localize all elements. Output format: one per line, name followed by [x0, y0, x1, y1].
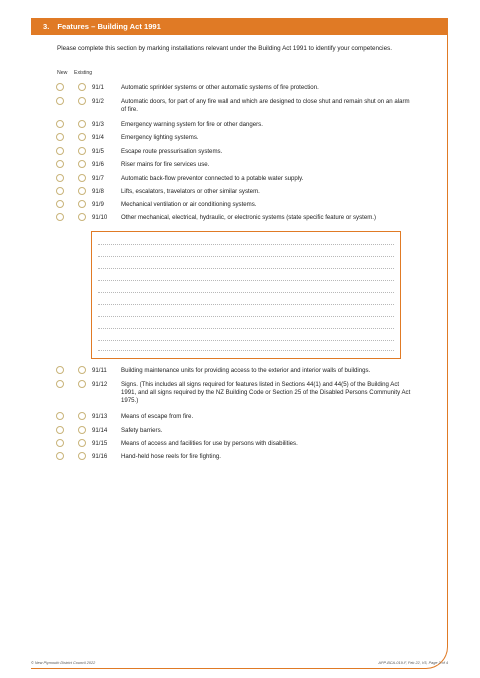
- feature-description: Escape route pressurisation systems.: [121, 148, 223, 155]
- existing-radio[interactable]: [78, 187, 86, 195]
- new-radio[interactable]: [56, 174, 64, 182]
- feature-description: Means of escape from fire.: [121, 413, 194, 420]
- feature-code: 91/6: [92, 161, 104, 168]
- existing-radio[interactable]: [78, 426, 86, 434]
- writing-line: [98, 328, 394, 329]
- new-radio[interactable]: [56, 213, 64, 221]
- new-radio[interactable]: [56, 97, 64, 105]
- writing-line: [98, 244, 394, 245]
- feature-code: 91/7: [92, 175, 104, 182]
- existing-radio[interactable]: [78, 366, 86, 374]
- writing-line: [98, 316, 394, 317]
- feature-row: [54, 426, 414, 438]
- feature-row: [54, 147, 414, 159]
- feature-code: 91/9: [92, 201, 104, 208]
- existing-radio[interactable]: [78, 200, 86, 208]
- footer-copyright: © New Plymouth District Council 2022: [31, 661, 96, 665]
- existing-radio[interactable]: [78, 83, 86, 91]
- existing-radio[interactable]: [78, 439, 86, 447]
- existing-radio[interactable]: [78, 147, 86, 155]
- existing-radio[interactable]: [78, 97, 86, 105]
- feature-row: [54, 97, 414, 114]
- new-radio[interactable]: [56, 200, 64, 208]
- new-radio[interactable]: [56, 439, 64, 447]
- new-radio[interactable]: [56, 452, 64, 460]
- feature-code: 91/13: [92, 413, 108, 420]
- feature-code: 91/1: [92, 84, 104, 91]
- new-radio[interactable]: [56, 187, 64, 195]
- existing-radio[interactable]: [78, 133, 86, 141]
- section-number: 3.: [43, 22, 50, 31]
- writing-line: [98, 256, 394, 257]
- existing-radio[interactable]: [78, 120, 86, 128]
- writing-line: [98, 292, 394, 293]
- feature-row: [54, 439, 414, 451]
- feature-code: 91/2: [92, 98, 104, 105]
- feature-description: Automatic back-flow preventor connected to a potable water supply.: [121, 175, 304, 182]
- feature-code: 91/14: [92, 427, 108, 434]
- new-radio[interactable]: [56, 120, 64, 128]
- writing-line: [98, 350, 394, 351]
- new-radio[interactable]: [56, 83, 64, 91]
- feature-code: 91/4: [92, 134, 104, 141]
- new-radio[interactable]: [56, 366, 64, 374]
- feature-description: Automatic sprinkler systems or other automatic systems of fire protection.: [121, 84, 319, 91]
- footer-page-reference: APP-BCA-019-F, Feb 22, V5, Page 3 of 4: [378, 661, 448, 665]
- feature-code: 91/10: [92, 214, 108, 221]
- other-systems-text-box[interactable]: [91, 231, 401, 359]
- existing-radio[interactable]: [78, 452, 86, 460]
- section-title: Features – Building Act 1991: [57, 22, 161, 31]
- feature-code: 91/12: [92, 381, 108, 388]
- feature-row: [54, 83, 414, 95]
- feature-row: [54, 133, 414, 145]
- feature-row: [54, 160, 414, 172]
- existing-radio[interactable]: [78, 213, 86, 221]
- existing-radio[interactable]: [78, 160, 86, 168]
- feature-description: Hand-held hose reels for fire fighting.: [121, 453, 221, 460]
- feature-description: Signs. (This includes all signs required for features listed in Sections 44(1) and 44(5) of the Building Act 1991, and all signs required by the NZ Building Code or Section 25 of the Disabled Persons Community Act 1975.): [121, 381, 411, 405]
- feature-description: Emergency lighting systems.: [121, 134, 199, 141]
- new-radio[interactable]: [56, 426, 64, 434]
- feature-description: Building maintenance units for providing access to the exterior and interior walls of buildings.: [121, 367, 371, 374]
- feature-description: Lifts, escalators, travelators or other similar system.: [121, 188, 260, 195]
- section-header: [31, 18, 448, 35]
- feature-row: [54, 187, 414, 199]
- feature-description: Other mechanical, electrical, hydraulic, or electronic systems (state specific feature or system.): [121, 214, 377, 221]
- feature-code: 91/3: [92, 121, 104, 128]
- existing-radio[interactable]: [78, 412, 86, 420]
- new-radio[interactable]: [56, 380, 64, 388]
- feature-description: Means of access and facilities for use by persons with disabilities.: [121, 440, 298, 447]
- section-intro: Please complete this section by marking installations relevant under the Building Act 1991 to identify your competencies.: [57, 45, 392, 52]
- writing-line: [98, 340, 394, 341]
- column-header-new: New: [57, 70, 68, 76]
- feature-description: Mechanical ventilation or air conditioning systems.: [121, 201, 257, 208]
- feature-description: Automatic doors, for part of any fire wall and which are designed to close shut and remain shut on an alarm of fire.: [121, 98, 410, 114]
- feature-code: 91/11: [92, 367, 107, 374]
- feature-row: [54, 380, 414, 405]
- feature-row: [54, 366, 414, 378]
- feature-row: [54, 412, 414, 424]
- feature-row: [54, 120, 414, 132]
- feature-description: Riser mains for fire services use.: [121, 161, 210, 168]
- feature-code: 91/16: [92, 453, 108, 460]
- writing-line: [98, 280, 394, 281]
- new-radio[interactable]: [56, 133, 64, 141]
- feature-code: 91/15: [92, 440, 108, 447]
- new-radio[interactable]: [56, 160, 64, 168]
- feature-row: [54, 200, 414, 212]
- feature-code: 91/5: [92, 148, 104, 155]
- new-radio[interactable]: [56, 412, 64, 420]
- feature-code: 91/8: [92, 188, 104, 195]
- existing-radio[interactable]: [78, 174, 86, 182]
- writing-line: [98, 268, 394, 269]
- feature-row: [54, 452, 414, 464]
- existing-radio[interactable]: [78, 380, 86, 388]
- new-radio[interactable]: [56, 147, 64, 155]
- feature-description: Emergency warning system for fire or other dangers.: [121, 121, 263, 128]
- feature-description: Safety barriers.: [121, 427, 163, 434]
- feature-row: [54, 174, 414, 186]
- writing-line: [98, 304, 394, 305]
- feature-row: [54, 213, 414, 225]
- column-header-existing: Existing: [74, 70, 93, 76]
